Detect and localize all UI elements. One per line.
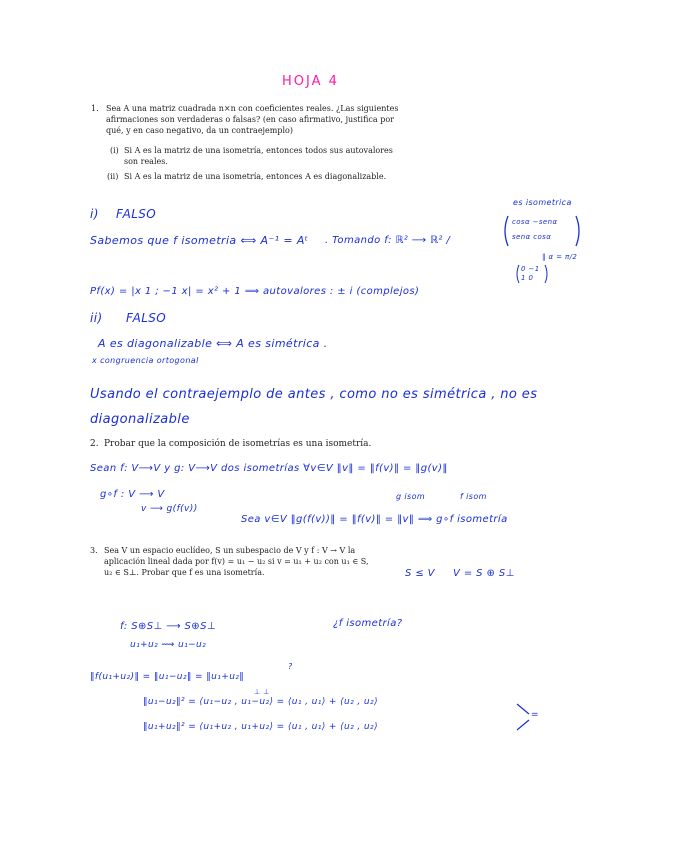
exercise-3-line-1: Sea V un espacio euclídeo, S un subespacio de V y f : V → V la [104, 546, 356, 555]
note-congruencia: x congruencia ortogonal [92, 356, 199, 365]
note-gof-domain: g∘f : V ⟶ V [100, 489, 165, 500]
matrix-90-row-1: 0 −1 [521, 265, 540, 273]
exercise-1-number: 1. [91, 104, 99, 113]
note-question-mark: ? [288, 662, 293, 671]
page-title: HOJA 4 [282, 74, 339, 89]
exercise-2-text: Probar que la composición de isometrías es una isometría. [104, 439, 372, 449]
note-f-map: f: S⊕S⊥ ⟶ S⊕S⊥ [120, 621, 216, 632]
note-f-isometria-question: ¿f isometría? [333, 618, 403, 629]
note-es-isometrica: es isometrica [513, 198, 572, 207]
note-characteristic-polynomial: Pf(x) = |x 1 ; −1 x| = x² + 1 ⟹ autovalores : ± i (complejos) [90, 286, 420, 297]
note-falso-2: FALSO [126, 311, 167, 325]
exercise-1-line-2: afirmaciones son verdaderas o falsas? (en caso afirmativo, justifica por [106, 115, 394, 124]
item-ii-line-1: Si A es la matriz de una isometría, entonces A es diagonalizable. [124, 172, 387, 181]
note-subspace: S ≤ V [405, 568, 435, 579]
note-norm-minus: ‖u₁−u₂‖² = ⟨u₁−u₂ , u₁−u₂⟩ = ⟨u₁ , u₁⟩ + ⟨u₂ , u₂⟩ [143, 697, 378, 707]
note-alpha: ‖ α = π/2 [542, 253, 578, 261]
matrix-90-row-2: 1 0 [521, 274, 534, 282]
exercise-3-number: 3. [90, 546, 98, 555]
note-direct-sum: V = S ⊕ S⊥ [453, 568, 515, 579]
note-usando: Usando el contraejemplo de antes , como no es simétrica , no es [90, 387, 538, 402]
item-i-line-1: Si A es la matriz de una isometría, entonces todos sus autovalores [124, 146, 393, 155]
item-i-line-2: son reales. [124, 157, 168, 166]
note-sabemos: Sabemos que f isometria ⟺ A⁻¹ = Aᵗ [90, 234, 309, 247]
note-norm-plus: ‖u₁+u₂‖² = ⟨u₁+u₂ , u₁+u₂⟩ = ⟨u₁ , u₁⟩ + ⟨u₂ , u₂⟩ [143, 722, 378, 732]
note-f-isom: f isom [460, 492, 487, 501]
rotation-matrix-row-2: senα cosα [512, 233, 552, 241]
note-ii-label: ii) [90, 311, 103, 325]
note-diagonalizable-word: diagonalizable [90, 412, 190, 427]
note-tomando: . Tomando f: ℝ² ⟶ ℝ² / [325, 235, 451, 246]
exercise-3-line-3: u₂ ∈ S⊥. Probar que f es una isometría. [104, 568, 265, 577]
exercise-1-line-1: Sea A una matriz cuadrada n×n con coeficientes reales. ¿Las siguientes [106, 104, 399, 113]
note-falso-1: FALSO [116, 207, 157, 221]
note-sea: Sea v∈V ‖g(f(v))‖ = ‖f(v)‖ = ‖v‖ ⟹ g∘f isometría [241, 514, 508, 525]
note-diagonalizable: A es diagonalizable ⟺ A es simétrica . [98, 337, 328, 350]
note-perp-marks: ⊥ ⊥ [254, 688, 270, 696]
exercise-3-line-2: aplicación lineal dada por f(v) = u₁ − u₂ si v = u₁ + u₂ con u₁ ∈ S, [104, 557, 369, 566]
exercise-2-number: 2. [90, 439, 99, 449]
note-i-label: i) [90, 207, 99, 221]
item-ii-number: (ii) [107, 172, 119, 181]
rotation-matrix-row-1: cosα −senα [512, 218, 558, 226]
note-g-isom: g isom [396, 492, 426, 501]
note-norm-equality: ‖f(u₁+u₂)‖ = ‖u₁−u₂‖ = ‖u₁+u₂‖ [90, 672, 245, 682]
note-sean: Sean f: V⟶V y g: V⟶V dos isometrías ∀v∈V ‖v‖ = ‖f(v)‖ = ‖g(v)‖ [90, 463, 448, 474]
note-f-map-rule: u₁+u₂ ⟿ u₁−u₂ [130, 640, 207, 650]
note-gof-rule: v ⟶ g(f(v)) [141, 504, 198, 514]
exercise-1-line-3: qué, y en caso negativo, da un contraejemplo) [106, 126, 293, 135]
note-equals: = [531, 710, 539, 720]
item-i-number: (i) [110, 146, 119, 155]
